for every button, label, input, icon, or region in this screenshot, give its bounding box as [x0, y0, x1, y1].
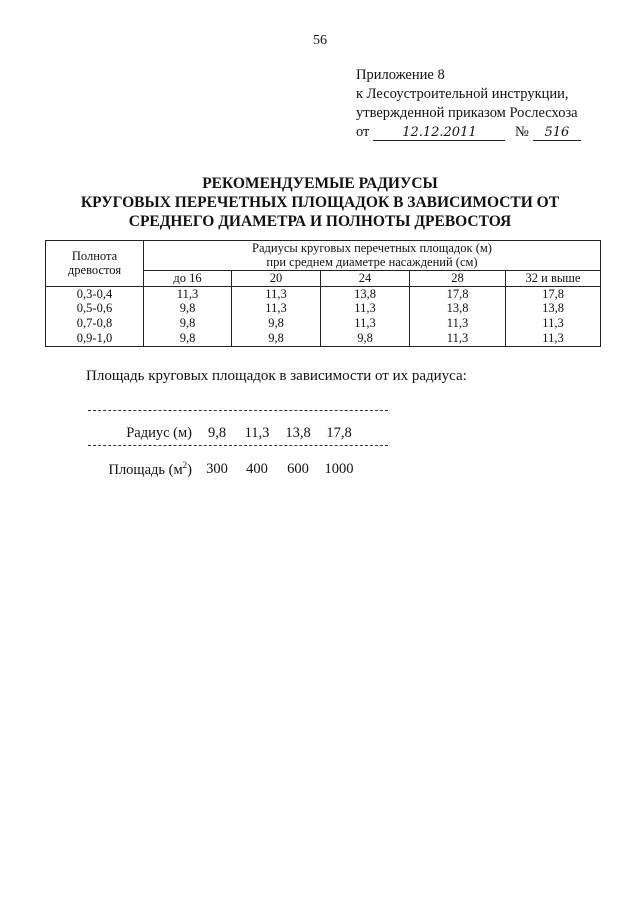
area-label-text: Площадь (м — [108, 461, 183, 478]
density-cell: 0,9-1,0 — [46, 332, 144, 347]
density-cell: 0,7-0,8 — [46, 317, 144, 332]
area-table — [80, 420, 360, 480]
group-header-line-2: при среднем диаметре насаждений (см) — [266, 254, 478, 269]
radius-value: 13,8 — [285, 424, 311, 441]
table-cell: 9,8 — [144, 332, 232, 347]
density-header-line-1: Полнота — [71, 249, 118, 263]
table-cell: 11,3 — [410, 332, 506, 347]
table-cell: 9,8 — [232, 332, 321, 347]
radius-table — [45, 240, 601, 347]
density-header-line-2: древостоя — [67, 262, 122, 277]
table-cell: 17,8 — [506, 287, 601, 302]
number-prefix: № — [515, 124, 529, 140]
density-cell: 0,5-0,6 — [46, 302, 144, 317]
area-row — [80, 458, 360, 480]
radius-value: 17,8 — [326, 424, 352, 441]
table-cell: 11,3 — [506, 332, 601, 347]
date-prefix: от — [356, 124, 370, 140]
area-caption: Площадь круговых площадок в зависимости от их радиуса: — [86, 368, 467, 384]
table-cell: 9,8 — [232, 317, 321, 332]
table-cell: 9,8 — [321, 332, 410, 347]
table-cell: 11,3 — [321, 302, 410, 317]
appendix-line-2: к Лесоустроительной инструкции, — [356, 86, 569, 102]
area-label-superscript: 2 — [182, 459, 188, 470]
handwritten-date: 12.12.2011 — [373, 125, 505, 141]
table-cell: 11,3 — [506, 317, 601, 332]
group-header-line-1: Радиусы круговых перечетных площадок (м) — [252, 241, 492, 255]
diameter-column-header: до 16 — [144, 271, 232, 287]
area-label — [80, 458, 198, 480]
density-cell: 0,3-0,4 — [46, 287, 144, 302]
table-cell: 13,8 — [506, 302, 601, 317]
diameter-column-header: 32 и выше — [506, 271, 601, 287]
table-cell: 9,8 — [144, 317, 232, 332]
title-line-3: СРЕДНЕГО ДИАМЕТРА И ПОЛНОТЫ ДРЕВОСТОЯ — [128, 213, 512, 230]
area-value: 600 — [287, 460, 309, 477]
appendix-reference — [356, 66, 581, 142]
table-cell: 11,3 — [232, 302, 321, 317]
handwritten-order-number: 516 — [533, 125, 581, 141]
radius-value: 9,8 — [207, 424, 227, 441]
table-cell: 17,8 — [410, 287, 506, 302]
appendix-line-3: утвержденной приказом Рослесхоза — [356, 105, 578, 121]
diameter-column-header: 20 — [232, 271, 321, 287]
radius-value: 11,3 — [244, 424, 270, 441]
page-number: 56 — [313, 33, 327, 48]
title-line-1: РЕКОМЕНДУЕМЫЕ РАДИУСЫ — [202, 175, 438, 192]
diameter-column-header: 24 — [321, 271, 410, 287]
appendix-line-1: Приложение 8 — [356, 67, 445, 83]
table-row — [46, 287, 601, 302]
area-value: 400 — [246, 460, 268, 477]
table-row — [46, 317, 601, 332]
radius-row — [80, 420, 360, 446]
table-cell: 11,3 — [321, 317, 410, 332]
table-header-row — [46, 241, 601, 271]
table-cell: 13,8 — [410, 302, 506, 317]
table-cell: 11,3 — [232, 287, 321, 302]
diameter-column-header: 28 — [410, 271, 506, 287]
document-title — [0, 174, 640, 231]
appendix-date-line — [356, 123, 581, 142]
area-value: 1000 — [324, 460, 354, 477]
density-column-header — [46, 241, 144, 287]
dashed-rule-top — [88, 410, 388, 411]
table-row — [46, 332, 601, 347]
title-line-2: КРУГОВЫХ ПЕРЕЧЕТНЫХ ПЛОЩАДОК В ЗАВИСИМОСТИ ОТ — [80, 194, 560, 211]
area-label-close: ) — [187, 461, 192, 478]
table-cell: 9,8 — [144, 302, 232, 317]
area-value: 300 — [206, 460, 228, 477]
table-cell: 11,3 — [144, 287, 232, 302]
radius-label: Радиус (м) — [126, 424, 192, 441]
table-cell: 13,8 — [321, 287, 410, 302]
radius-group-header — [144, 241, 601, 271]
table-row — [46, 302, 601, 317]
table-cell: 11,3 — [410, 317, 506, 332]
